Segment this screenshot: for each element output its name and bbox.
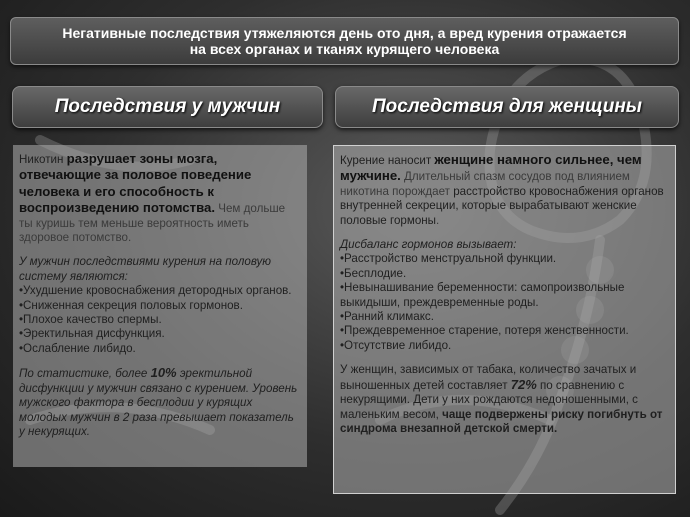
women-intro-text-end: расстройство кровоснабжения органов внутренней секреции, которые вырабатывают женские половые гормоны bbox=[340, 184, 664, 227]
banner-line-1: Негативные последствия утяжеляются день ото дня, а вред курения отражается bbox=[62, 25, 627, 41]
women-intro-bold: женщине намного сильнее, чем мужчине. bbox=[340, 152, 642, 184]
women-stat-number: 72% bbox=[510, 376, 537, 392]
women-stat-text-middle: по сравнению с некурящими. Дети у них рождаются недоношенными, с маленьким весом, bbox=[340, 378, 638, 421]
women-list-item: •Расстройство менструальной функции. bbox=[340, 252, 557, 266]
men-intro-bold: разрушает зоны мозга, отвечающие за половое поведение человека и его способность к воспроизведению потомства. bbox=[19, 151, 252, 216]
women-list-item: •Бесплодие. bbox=[340, 266, 407, 280]
men-statistics-paragraph bbox=[19, 366, 301, 439]
women-intro-text-start: Курение наносит bbox=[340, 154, 435, 167]
men-intro-text-start: Никотин bbox=[19, 153, 67, 166]
women-intro-period: . bbox=[436, 213, 440, 227]
men-list-item: •Сниженная секреция половых гормонов. bbox=[19, 298, 243, 312]
women-list-item: •Отсутствие либидо. bbox=[340, 338, 452, 352]
men-list-item: •Ослабление либидо. bbox=[19, 341, 136, 355]
women-stat-bold: чаще подвержены риску погибнуть от синдрома внезапной детской смерти. bbox=[340, 407, 663, 435]
men-list-intro: У мужчин последствиями курения на половую систему являются: bbox=[19, 255, 271, 283]
men-list-item: •Ухудшение кровоснабжения детородных органов. bbox=[19, 284, 292, 298]
women-list-item: •Невынашивание беременности: самопроизвольные выкидыши, преждевременные роды. bbox=[340, 281, 625, 309]
men-section-header: Последствия у мужчин bbox=[12, 86, 323, 128]
men-stat-text-end: эректильной дисфункции у мужчин связано с курением. Уровень мужского фактора в бесплодии у курящих молодых мужчин в 2 раза превышает показатель у некурящих. bbox=[19, 367, 298, 438]
women-stat-text-start: У женщин, зависимых от табака, количество зачатых и выношенных детей составляет bbox=[340, 363, 637, 392]
women-list-item: •Преждевременное старение, потеря женственности. bbox=[340, 324, 629, 338]
women-section-header: Последствия для женщины bbox=[335, 86, 679, 128]
men-stat-text-start: По статистике, более bbox=[19, 367, 151, 381]
top-banner bbox=[10, 17, 679, 65]
women-intro-paragraph bbox=[340, 152, 669, 228]
women-list-intro: Дисбаланс гормонов вызывает: bbox=[340, 238, 517, 252]
men-stat-number: 10% bbox=[150, 365, 177, 381]
men-list-item: •Эректильная дисфункция. bbox=[19, 327, 165, 341]
banner-line-2: на всех органах и тканях курящего человека bbox=[189, 41, 500, 57]
women-list-item: •Ранний климакс. bbox=[340, 310, 434, 324]
men-consequences-panel bbox=[13, 145, 307, 467]
women-intro-text-middle: Длительный спазм сосудов под влиянием никотина порождает bbox=[340, 170, 630, 198]
men-intro-paragraph bbox=[19, 151, 301, 245]
women-statistics-paragraph bbox=[340, 363, 669, 436]
men-intro-text-end: Чем дольше ты куришь тем меньше вероятность иметь здоровое потомство. bbox=[19, 202, 286, 245]
men-list-item: •Плохое качество спермы. bbox=[19, 313, 162, 327]
women-consequences-panel bbox=[333, 145, 676, 494]
